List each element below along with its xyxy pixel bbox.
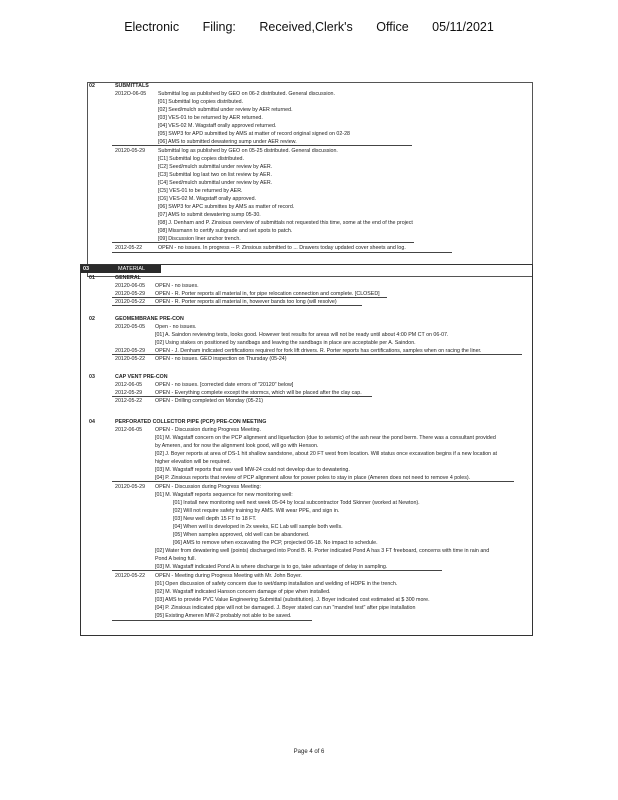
entry-divider <box>112 570 442 571</box>
filing-header <box>0 20 618 34</box>
text-line: [03] AMS to provide PVC Value Engineering Submittal (substitution). J. Boyer indicated cost estimated at $ 300 more. <box>155 597 430 603</box>
text-line: [03] VES-01 to be returned by AER returned. <box>158 115 263 121</box>
text-line: [C2] Seed/mulch submittal under review by AER. <box>158 164 273 170</box>
material-band-number: 03 <box>83 266 90 272</box>
text-line: [03] M. Wagstaff reports that new well MW-24 could not develop due to dewatering. <box>155 467 350 473</box>
header-electronic: Electronic <box>124 20 180 34</box>
text-line: OPEN - J. Denham indicated certifications required for fork lift drivers. R. Porter reports has certifications, samples when on racing the liner. <box>155 348 482 354</box>
text-line: OPEN - no issues. In progress -- P. Zinsious submitted to ... Drawers today updated cover sheets and log. <box>158 245 406 251</box>
text-line: OPEN - no issues. [corrected date errors of "20120" below] <box>155 382 294 388</box>
text-line: [08] J. Denham and P. Zinsious overview of submittals not requested this time, some at the end of the project <box>158 220 413 226</box>
text-line: 02 <box>89 83 95 89</box>
text-line: PERFORATED COLLECTOR PIPE (PCP) PRE-CON MEETING <box>115 419 267 425</box>
text-line: Submittal log as published by GEO on 06-2 distributed. General discussion. <box>158 91 335 97</box>
text-line: Pond A being full. <box>155 556 196 562</box>
header-received: Received,Clerk's <box>259 20 353 34</box>
text-line: 03 <box>89 374 95 380</box>
text-line: 20120-05-29 <box>115 484 146 490</box>
text-line: CAP VENT PRE-CON <box>115 374 168 380</box>
text-line: 2012-05-29 <box>115 390 143 396</box>
text-line: 20120-05-05 <box>115 324 146 330</box>
text-line: [06] SWP3 for APC submittes by AMS as matter of record. <box>158 204 295 210</box>
text-line: [08] Missmann to certify subgrade and set spots to patch. <box>158 228 293 234</box>
entry-divider <box>112 145 412 146</box>
text-line: [03] New well depth 15 FT to 18 FT. <box>173 516 257 522</box>
text-line: [05] When samples approved, old well can be abandoned. <box>173 532 310 538</box>
text-line: OPEN - R. Porter reports all material in, for pipe relocation connection and complete. [CLOSED] <box>155 291 380 297</box>
text-line: 2012-06-05 <box>115 427 143 433</box>
text-line: [04] P. Zinsious indicated pipe will not be damaged. J. Boyer stated can run "mandrel test" after pipe installation <box>155 605 416 611</box>
text-line: OPEN - Discussion during Progress Meeting. <box>155 427 261 433</box>
entry-divider <box>112 305 362 306</box>
entry-divider <box>112 620 312 621</box>
text-line: 20120-05-22 <box>115 356 146 362</box>
text-line: [C4] Seed/mulch submittal under review by AER. <box>158 180 273 186</box>
text-line: [02] M. Wagstaff indicated Hanson concern damage of pipe when installed. <box>155 589 331 595</box>
text-line: [C1] Submittal log copies distributed. <box>158 156 244 162</box>
text-line: [02] Seed/mulch submittal under review by AER returned. <box>158 107 293 113</box>
text-line: [02] Water from dewatering well (points) discharged into Pond B. R. Porter indicated Pond A has 3 FT freeboard, concerns with time in rain and <box>155 548 490 554</box>
text-line: [04] VES-02 M. Wagstaff orally approved returned. <box>158 123 277 129</box>
text-line: [03] M. Wagstaff indicated Pond A is where discharge is to go, take advantage of delay in sampling. <box>155 564 388 570</box>
text-line: [05] SWP3 for APD submitted by AMS at matter of record original signed on 02-28 <box>158 131 350 137</box>
header-office: Office <box>376 20 409 34</box>
text-line: [01] A. Saindon reviewing tests, looks good. However test results for areas will not be ready until about 4:00 PM CT on 06-07. <box>155 332 449 338</box>
text-line: by Ameren, and for now the alignment look good, will go with Henson. <box>155 443 319 449</box>
text-line: 20120-05-22 <box>115 573 146 579</box>
text-line: Submittal log as published by GEO on 05-25 distributed. General discussion. <box>158 148 338 154</box>
text-line: [01] Open discussion of safety concern due to wet/damp installation and welding of HDPE in the trench. <box>155 581 398 587</box>
text-line: OPEN - Everything complete except the stormcs, which will be placed after the clay cap. <box>155 390 362 396</box>
text-line: OPEN - Discussion during Progress Meeting: <box>155 484 261 490</box>
text-line: [C6] VES-02 M. Wagstaff orally approved. <box>158 196 257 202</box>
text-line: Open - no issues. <box>155 324 197 330</box>
text-line: 2012-05-22 <box>115 245 143 251</box>
text-line: [04] P. Zinsious reports that review of PCP alignment allow for power poles to stay in place (Ameren does not need to remove 4 poles). <box>155 475 471 481</box>
text-line: 20120-05-29 <box>115 148 146 154</box>
entry-divider <box>112 252 452 253</box>
text-line: OPEN - R. Porter reports all material in, however bands too long (will resolve) <box>155 299 337 305</box>
text-line: [04] When well is developed in 2x weeks, EC Lab will sample both wells. <box>173 524 343 530</box>
text-line: [C5] VES-01 to be returned by AER. <box>158 188 243 194</box>
text-line: OPEN - Meeting during Progress Meeting with Mr. John Boyer. <box>155 573 302 579</box>
text-line: OPEN - no issues. GEO inspection on Thursday (05-24) <box>155 356 287 362</box>
text-line: [01] Submittal log copies distributed. <box>158 99 244 105</box>
text-line: 2012O-06-05 <box>115 91 147 97</box>
text-line: [C3] Submittal log last two on list review by AER. <box>158 172 272 178</box>
text-line: 20120-05-29 <box>115 291 146 297</box>
text-line: [02] Using stakes on positioned by sandbags and leaving the sandbags in place are acceptable per A. Saindon. <box>155 340 416 346</box>
text-line: GEOMEMBRANE PRE-CON <box>115 316 184 322</box>
material-band-label: MATERIAL <box>118 266 146 272</box>
text-line: 20120-05-22 <box>115 299 146 305</box>
text-line: 2012-06-05 <box>115 382 143 388</box>
entry-divider <box>112 481 514 482</box>
text-line: SUBMITTALS <box>115 83 149 89</box>
text-line: 20120-06-05 <box>115 283 146 289</box>
text-line: [02] Will not require safety training by AMS. Will wear PPE, and sign in. <box>173 508 340 514</box>
text-line: [01] Install new monitoring well next week 05-04 by local subcontractor Todd Skinner (worked at Newton). <box>173 500 420 506</box>
text-line: 20120-05-29 <box>115 348 146 354</box>
text-line: [06] AMS to remove when excavating the PCP, projected 06-18. No impact to schedule. <box>173 540 378 546</box>
text-line: 04 <box>89 419 95 425</box>
text-line: [01] M. Wagstaff concern on the PCP alignment and liquefaction (due to seismic) of the ash near the pond berm. There was a consultant provided <box>155 435 496 441</box>
text-line: [01] M. Wagstaff reports sequence for new monitoring well: <box>155 492 293 498</box>
text-line: GENERAL <box>115 275 141 281</box>
entry-divider <box>112 396 372 397</box>
page-number: Page 4 of 6 <box>293 749 325 755</box>
entry-divider <box>112 354 522 355</box>
header-date: 05/11/2021 <box>432 20 494 34</box>
text-line: [05] Existing Ameren MW-2 probably not able to be saved. <box>155 613 292 619</box>
text-line: OPEN - Drilling completed on Monday (05-21) <box>155 398 264 404</box>
text-line: [09] Discussion liner anchor trench. <box>158 236 241 242</box>
text-line: 02 <box>89 316 95 322</box>
text-line: [07] AMS to submit dewatering sump 05-30. <box>158 212 261 218</box>
text-line: 01 <box>89 275 95 281</box>
text-line: [06] AMS to submitted dewatering sump under AER review. <box>158 139 297 145</box>
text-line: [02] J. Boyer reports at area of DS-1 hit shallow sandstone, about 20 FT west from location. Will status once excavation begins if a new location at <box>155 451 498 457</box>
text-line: OPEN - no issues. <box>155 283 199 289</box>
text-line: 2012-05-22 <box>115 398 143 404</box>
entry-divider <box>112 297 387 298</box>
header-filing: Filing: <box>202 20 236 34</box>
text-line: higher elevation will be required. <box>155 459 231 465</box>
entry-divider <box>112 242 414 243</box>
